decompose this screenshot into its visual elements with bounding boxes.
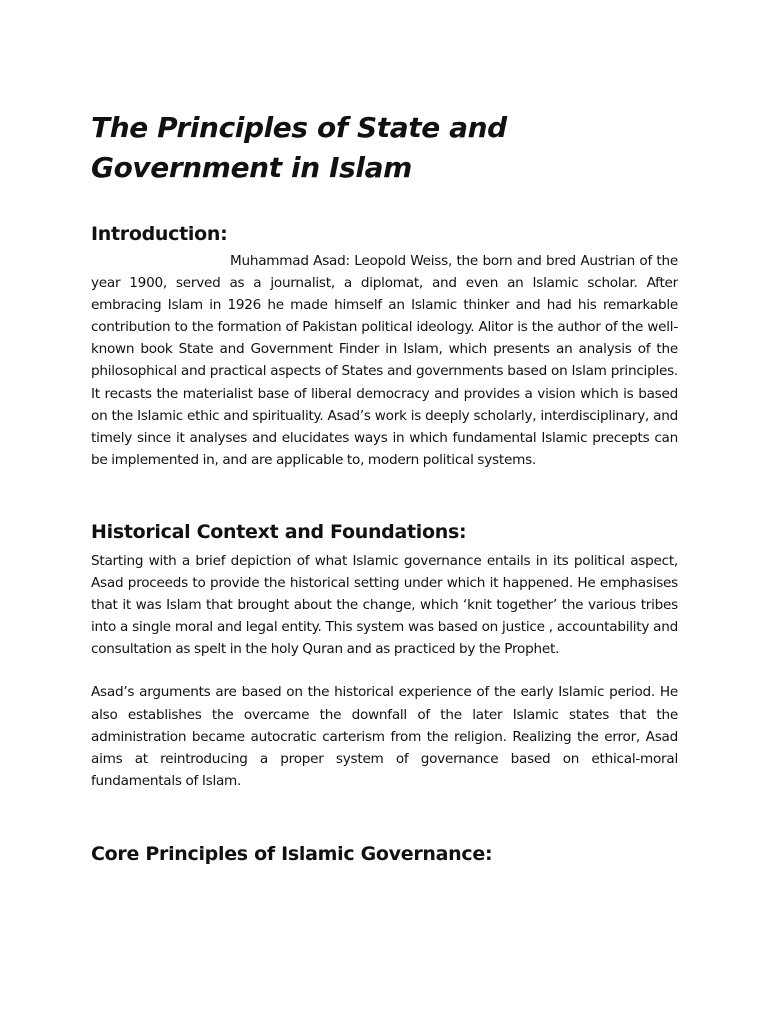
historical-context-heading: Historical Context and Foundations:	[91, 520, 467, 543]
introduction-heading: Introduction:	[91, 223, 228, 245]
historical-context-paragraph: Starting with a brief depiction of what Islamic governance entails in its political aspect, Asad proceeds to provide the historical setting under which it happened. He emphasises that it was Islam that brought about the change, which ‘knit together’ the various tribes into a single moral and legal entity. This system was based on justice , accountability and consultation as spelt in the holy Quran and as practiced by the Prophet.	[91, 552, 678, 658]
document-page	[91, 108, 678, 867]
core-principles-section	[91, 841, 678, 867]
document-title: The Principles of State and Government in Islam	[91, 111, 507, 184]
historical-context-section	[91, 519, 678, 792]
introduction-section	[91, 221, 678, 471]
introduction-paragraph: Muhammad Asad: Leopold Weiss, the born and bred Austrian of the year 1900, served as a journalist, a diplomat, and even an Islamic scholar. After embracing Islam in 1926 he made himself an Islamic thinker and had his remarkable contribution to the formation of Pakistan political ideology. Alitor is the author of the well-known book State and Government Finder in Islam, which presents an analysis of the philosophical and practical aspects of States and governments based on Islam principles. It recasts the materialist base of liberal democracy and provides a vision which is based on the Islamic ethic and spirituality. Asad’s work is deeply scholarly, interdisciplinary, and timely since it analyses and elucidates ways in which fundamental Islamic precepts can be implemented in, and are applicable to, modern political systems.	[91, 253, 678, 468]
core-principles-heading: Core Principles of Islamic Governance:	[91, 842, 493, 865]
historical-context-paragraph: Asad’s arguments are based on the historical experience of the early Islamic period. He also establishes the overcame the downfall of the later Islamic states that the administration became autocratic carterism from the religion. Realizing the error, Asad aims at reintroducing a proper system of governance based on ethical-moral fundamentals of Islam.	[91, 684, 678, 789]
